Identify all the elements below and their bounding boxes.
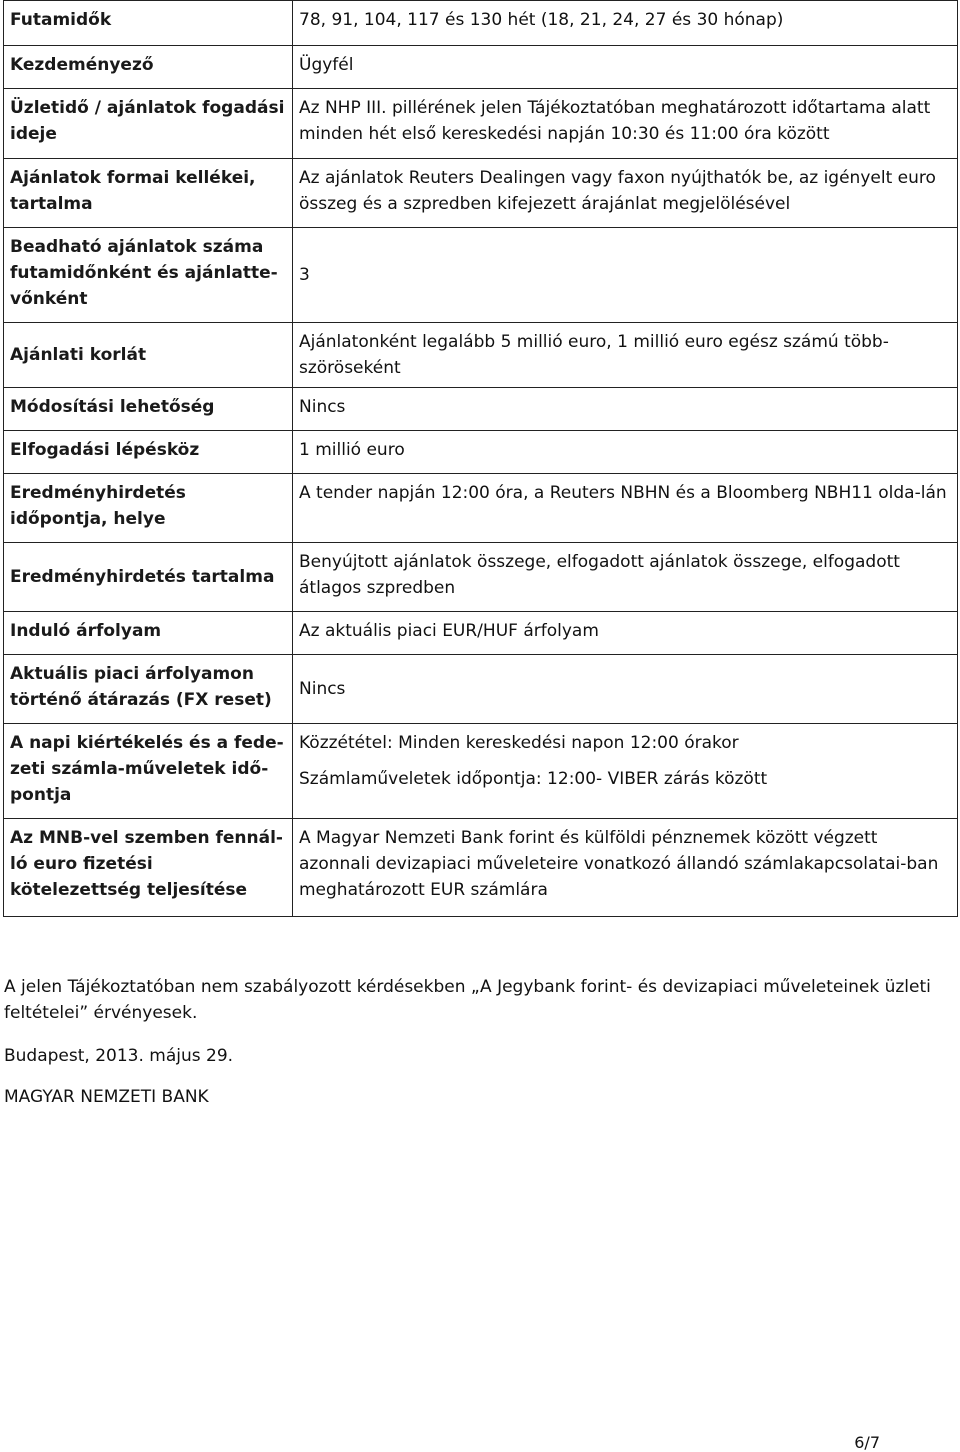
- row-value: [293, 655, 958, 724]
- value-text: Az aktuális piaci EUR/HUF árfolyam: [299, 621, 599, 641]
- row-value: [293, 323, 958, 388]
- row-value: [293, 89, 958, 159]
- row-label: Eredményhirdetés tartalma: [4, 543, 293, 612]
- table-row: [4, 655, 958, 724]
- page-number: 6/7: [854, 1433, 880, 1452]
- terms-table: [3, 0, 958, 917]
- table-row: [4, 388, 958, 431]
- value-text: 78, 91, 104, 117 és 130 hét (18, 21, 24, 27 és 30 hónap): [299, 10, 784, 30]
- table-row: [4, 474, 958, 543]
- value-text: Benyújtott ajánlatok összege, elfogadott ajánlatok összege, elfogadott átlagos szpredben: [299, 552, 900, 598]
- row-value: [293, 612, 958, 655]
- row-label: Ajánlati korlát: [4, 323, 293, 388]
- table-row: [4, 543, 958, 612]
- value-text: 1 millió euro: [299, 440, 405, 460]
- row-value: [293, 159, 958, 228]
- row-label: Eredményhirdetés időpontja, helye: [4, 474, 293, 543]
- row-value: [293, 46, 958, 89]
- row-label: Aktuális piaci árfolyamon történő átárazás (FX reset): [4, 655, 293, 724]
- value-text: A Magyar Nemzeti Bank forint és külföldi pénznemek között végzett azonnali devizapiaci műveleteire vonatkozó állandó számlakapcsolatai-ban meghatározott EUR számlára: [299, 828, 939, 900]
- row-label: A napi kiértékelés és a fede-zeti számla-műveletek idő-pontja: [4, 724, 293, 819]
- value-text: Közzététel: Minden kereskedési napon 12:00 órakor: [299, 733, 739, 753]
- row-label: Induló árfolyam: [4, 612, 293, 655]
- row-value: [293, 431, 958, 474]
- row-label: Beadható ajánlatok száma futamidőnként és ajánlatte-vőnként: [4, 228, 293, 323]
- row-label: Ajánlatok formai kellékei, tartalma: [4, 159, 293, 228]
- table-row: [4, 323, 958, 388]
- table-row: [4, 159, 958, 228]
- row-value: [293, 1, 958, 46]
- row-value: [293, 474, 958, 543]
- value-text: 3: [299, 265, 310, 285]
- row-value: [293, 228, 958, 323]
- row-value: [293, 724, 958, 819]
- row-label: Az MNB-vel szemben fennál-ló euro fizetési kötelezettség teljesítése: [4, 819, 293, 917]
- footer-note: A jelen Tájékoztatóban nem szabályozott kérdésekben „A Jegybank forint- és devizapiaci műveleteinek üzleti feltételei” érvényesek.: [4, 977, 931, 1023]
- row-label: Módosítási lehetőség: [4, 388, 293, 431]
- row-value: [293, 543, 958, 612]
- table-row: [4, 89, 958, 159]
- issuer-name: MAGYAR NEMZETI BANK: [4, 1087, 209, 1107]
- row-label: Elfogadási lépésköz: [4, 431, 293, 474]
- row-label: Kezdeményező: [4, 46, 293, 89]
- value-text: Az NHP III. pillérének jelen Tájékoztatóban meghatározott időtartama alatt minden hét első kereskedési napján 10:30 és 11:00 óra között: [299, 98, 931, 144]
- value-text: Nincs: [299, 397, 346, 417]
- table-row: [4, 612, 958, 655]
- table-row: [4, 431, 958, 474]
- table-row: [4, 724, 958, 819]
- value-text: Az ajánlatok Reuters Dealingen vagy faxon nyújthatók be, az igényelt euro összeg és a szpredben kifejezett árajánlat megjelölésével: [299, 168, 936, 214]
- value-text: A tender napján 12:00 óra, a Reuters NBHN és a Bloomberg NBH11 olda-lán: [299, 483, 947, 503]
- table-row: [4, 1, 958, 46]
- value-text: Nincs: [299, 679, 346, 699]
- table-row: [4, 228, 958, 323]
- value-text: Ügyfél: [299, 55, 354, 75]
- row-label: Üzletidő / ajánlatok fogadási ideje: [4, 89, 293, 159]
- table-row: [4, 46, 958, 89]
- row-label: Futamidők: [4, 1, 293, 46]
- value-text: Ajánlatonként legalább 5 millió euro, 1 millió euro egész számú több-szöröseként: [299, 332, 889, 378]
- table-row: [4, 819, 958, 917]
- row-value: [293, 819, 958, 917]
- place-date: Budapest, 2013. május 29.: [4, 1046, 234, 1066]
- value-text: Számlaműveletek időpontja: 12:00- VIBER zárás között: [299, 769, 768, 789]
- row-value: [293, 388, 958, 431]
